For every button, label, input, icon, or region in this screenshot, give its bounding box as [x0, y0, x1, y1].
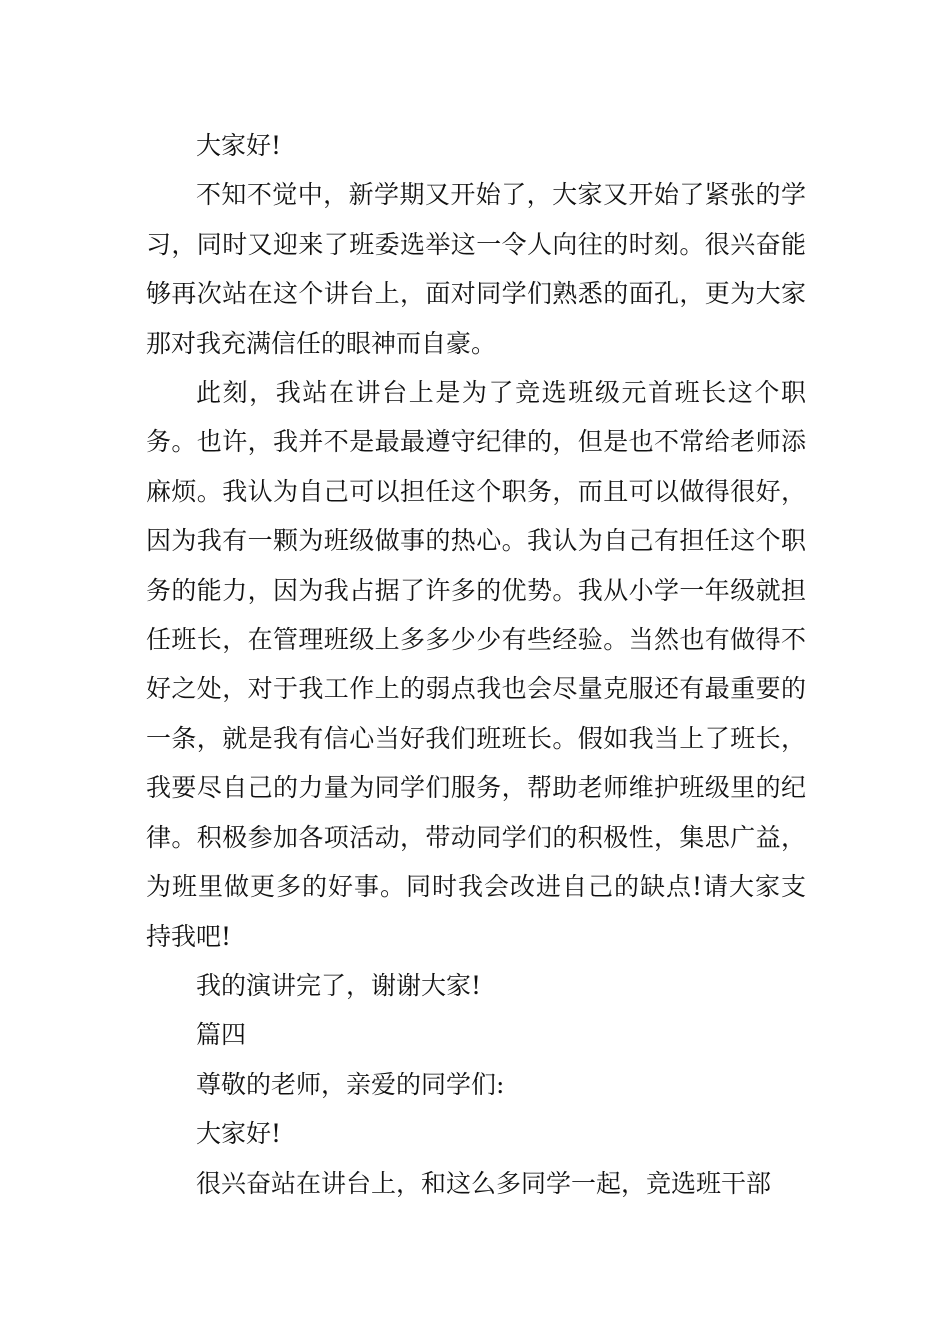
section-heading: 篇四	[196, 1020, 247, 1050]
greeting-paragraph: 大家好!	[196, 1119, 282, 1149]
body-paragraph: 此刻，我站在讲台上是为了竞选班级元首班长这个职务。也许，我并不是最最遵守纪律的，但是也不常给老师添麻烦。我认为自己可以担任这个职务，而且可以做得很好，因为我有一颗为班级做事的热心。我认为自己有担任这个职务的能力，因为我占据了许多的优势。我从小学一年级就担任班长，在管理班级上多多少少有些经验。当然也有做得不好之处，对于我工作上的弱点我也会尽量克服还有最重要的一条，就是我有信心当好我们班班长。假如我当上了班长，我要尽自己的力量为同学们服务，帮助老师维护班级里的纪律。积极参加各项活动，带动同学们的积极性，集思广益，为班里做更多的好事。同时我会改进自己的缺点!请大家支持我吧!	[146, 378, 806, 951]
body-paragraph: 不知不觉中，新学期又开始了，大家又开始了紧张的学习，同时又迎来了班委选举这一令人向往的时刻。很兴奋能够再次站在这个讲台上，面对同学们熟悉的面孔，更为大家那对我充满信任的眼神而自豪。	[146, 180, 806, 358]
salutation-paragraph: 尊敬的老师，亲爱的同学们:	[196, 1069, 505, 1099]
closing-paragraph: 我的演讲完了，谢谢大家!	[196, 970, 482, 1000]
document-body	[146, 121, 806, 1208]
greeting-paragraph: 大家好!	[196, 131, 282, 160]
body-paragraph: 很兴奋站在讲台上，和这么多同学一起，竞选班干部	[196, 1168, 772, 1198]
